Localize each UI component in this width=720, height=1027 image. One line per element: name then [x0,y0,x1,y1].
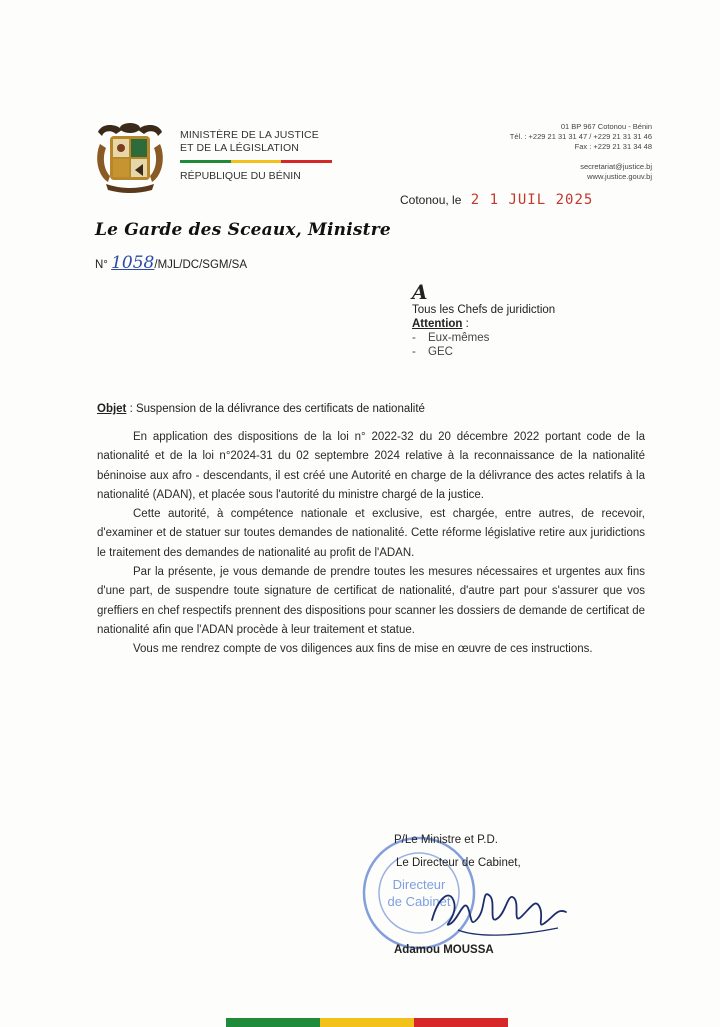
ministry-line-2: ET DE LA LÉGISLATION [180,142,299,154]
paragraph-3: Par la présente, je vous demande de prendre toutes les mesures nécessaires et urgentes aux fins d'une part, de suspendre toute signature de certificat de nationalité, d'autre part pour s'assurer que vos greffiers en chef respectifs prennent des dispositions pour scanner les dossiers de demande de certificat de nationalité afin que l'ADAN procède à leur traitement et statue. [97,566,645,636]
flag-green [180,160,231,163]
subject-label: Objet [97,403,127,415]
contact-email: secretariat@justice.bj [580,162,652,171]
signatory-name: Adamou MOUSSA [394,944,494,956]
contact-fax: Fax : +229 21 31 34 48 [574,142,652,151]
footer-green [226,1018,320,1027]
subject-line [97,403,425,415]
date-prefix: Cotonou, le [400,193,462,207]
date-stamp: 2 1 JUIL 2025 [470,192,594,208]
attention-sep: : [462,318,469,330]
signature-block [360,828,600,958]
seal-text-1: Directeur [392,877,446,892]
sender-title: Le Garde des Sceaux, Ministre [95,220,391,240]
flag-red [281,160,332,163]
subject-text: : Suspension de la délivrance des certificats de nationalité [126,403,425,415]
footer-spacer [0,1018,226,1027]
footer-red [414,1018,508,1027]
paragraph-4: Vous me rendrez compte de vos diligences aux fins de mise en œuvre de ces instructions. [133,643,593,656]
attention-item: - Eux-mêmes [412,331,555,345]
contact-tel: Tél. : +229 21 31 31 47 / +229 21 31 31 46 [509,132,652,141]
flag-yellow [231,160,282,163]
signature-line-1: P/Le Ministre et P.D. [394,834,498,846]
addressee-to: Tous les Chefs de juridiction [412,304,556,316]
paragraph-2: Cette autorité, à compétence nationale et exclusive, est chargée, entre autres, de recevoir, d'examiner et de statuer sur toutes demandes de nationalité. Cette réforme législative retire aux juridictions le traitement des demandes de nationalité au profit de l'ADAN. [97,508,645,559]
signature-line-2: Le Directeur de Cabinet, [396,857,521,869]
ref-suffix: /MJL/DC/SGM/SA [154,259,248,271]
seal-text-2: de Cabinet [387,894,451,909]
handwritten-signature [428,868,578,944]
footer-color-bar [0,1018,720,1027]
ref-number-handwritten: 1058 [111,253,155,273]
letter-body [97,428,645,660]
attention-label: Attention [412,318,463,330]
reference-number [95,253,247,273]
flag-color-bar [180,160,332,163]
addressee-a: A [412,280,428,304]
contact-address: 01 BP 967 Cotonou - Bénin [560,122,652,131]
ministry-line-1: MINISTÈRE DE LA JUSTICE [180,129,319,141]
contact-block [510,122,652,182]
attention-item: - GEC [412,345,555,359]
contact-web: www.justice.gouv.bj [587,172,652,181]
ministry-name [180,129,319,155]
coat-of-arms-icon [92,118,168,194]
paragraph-1: En application des dispositions de la loi n° 2022-32 du 20 décembre 2022 portant code de la nationalité et de la loi n°2024-31 du 02 septembre 2024 relative à la reconnaissance de la nationalité béninoise aux afro - descendants, il est créé une Autorité en charge de la délivrance des actes relatifs à la nationalité (ADAN), et placée sous l'autorité du ministre chargé de la justice. [97,431,645,501]
date-line [400,192,593,208]
footer-yellow [320,1018,414,1027]
addressee-block [412,280,556,359]
republic-name: RÉPUBLIQUE DU BÉNIN [180,170,301,182]
ref-prefix: N° [95,259,108,271]
